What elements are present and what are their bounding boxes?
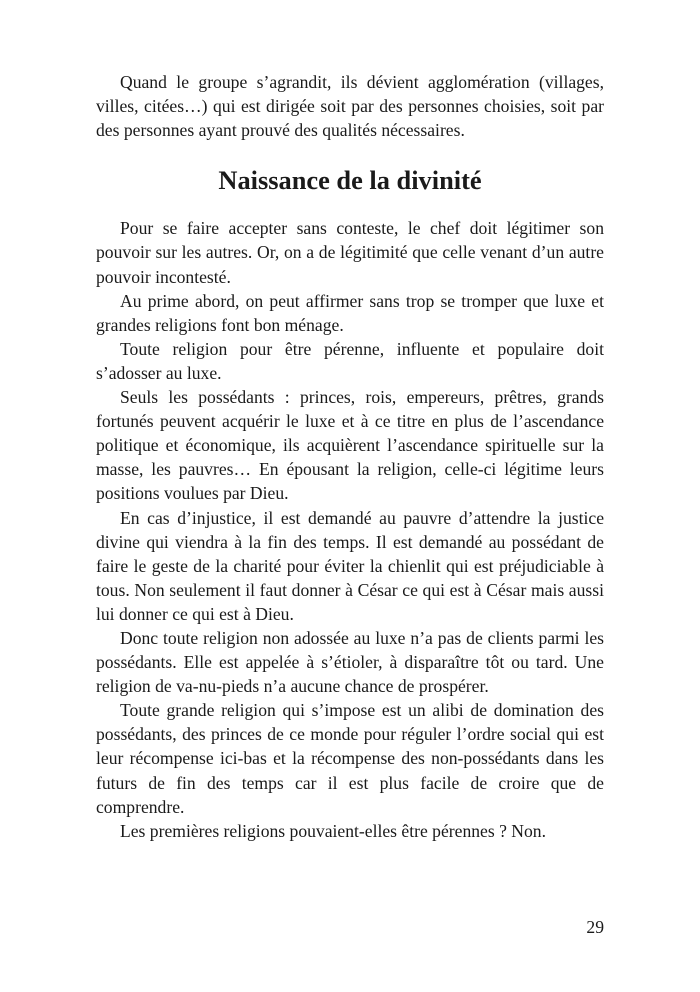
paragraph: Toute grande religion qui s’impose est un alibi de domination des possédants, des princes de ce monde pour réguler l’ordre social qui est leur récompense ici-bas et la récompense des non-possédants dans les futurs de fin des temps car il est plus facile de croire que de comprendre. <box>96 700 604 817</box>
page-body <box>96 70 604 843</box>
paragraph: Au prime abord, on peut affirmer sans trop se tromper que luxe et grandes religions font bon ménage. <box>96 290 604 335</box>
paragraph: Seuls les possédants : princes, rois, empereurs, prêtres, grands fortunés peuvent acquérir le luxe et à ce titre en plus de l’ascendance politique et économique, ils acquièrent l’ascendance spirituelle sur la masse, les pauvres… En épousant la religion, celle-ci légitime leurs positions voulues par Dieu. <box>96 387 604 504</box>
section-heading: Naissance de la divinité <box>218 165 482 196</box>
paragraph: Pour se faire accepter sans conteste, le chef doit légitimer son pouvoir sur les autres. Or, on a de légitimité que celle venant d’un autre pouvoir incontesté. <box>96 218 604 287</box>
page-number: 29 <box>586 917 604 937</box>
paragraph: En cas d’injustice, il est demandé au pauvre d’attendre la justice divine qui viendra à la fin des temps. Il est demandé au possédant de faire le geste de la charité pour éviter la chienlit qui est préjudiciable à tous. Non seulement il faut donner à César ce qui est à César mais aussi lui donner ce qui est à Dieu. <box>96 507 604 624</box>
paragraph: Toute religion pour être pérenne, influente et populaire doit s’adosser au luxe. <box>96 338 604 383</box>
intro-paragraph: Quand le groupe s’agrandit, ils dévient agglomération (villages, villes, citées…) qui est dirigée soit par des personnes choisies, soit par des personnes ayant prouvé des qualités nécessaires. <box>96 72 604 141</box>
paragraph: Donc toute religion non adossée au luxe n’a pas de clients parmi les possédants. Elle est appelée à s’étioler, à disparaître tôt ou tard. Une religion de va-nu-pieds n’a aucune chance de prospérer. <box>96 627 604 697</box>
paragraph: Les premières religions pouvaient-elles être pérennes ? Non. <box>120 820 546 841</box>
